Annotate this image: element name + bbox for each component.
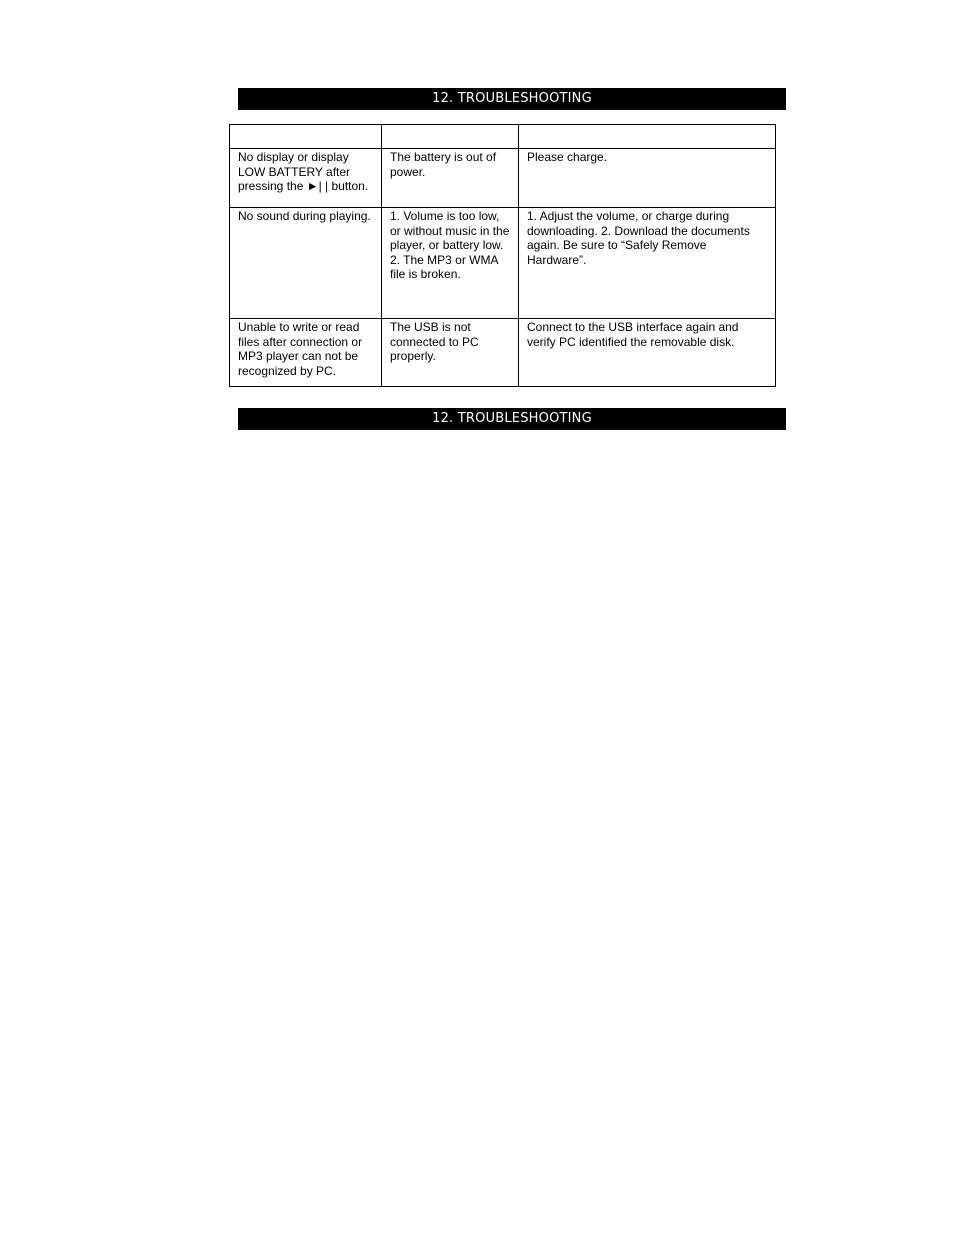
table-row [230,149,776,208]
problem-cell: No sound during playing. [230,208,382,319]
problem-cell: Unable to write or read files after connection or MP3 player can not be recognized by PC. [230,319,382,387]
section-title: 12. TROUBLESHOOTING [432,411,592,426]
troubleshooting-table [229,124,776,387]
solution-cell: 1. Adjust the volume, or charge during downloading. 2. Download the documents again. Be sure to “Safely Remove Hardware”. [519,208,776,319]
section-title: 12. TROUBLESHOOTING [432,91,592,106]
table-header-row [230,125,776,149]
section-header-troubleshooting-repeat [238,408,786,430]
header-cell-solution [519,125,776,149]
table-row [230,208,776,319]
header-cell-cause [382,125,519,149]
section-header-troubleshooting [238,88,786,110]
solution-cell: Please charge. [519,149,776,208]
cause-cell: 1. Volume is too low, or without music in the player, or battery low. 2. The MP3 or WMA file is broken. [382,208,519,319]
header-cell-problem [230,125,382,149]
problem-cell: No display or display LOW BATTERY after pressing the ►| | button. [230,149,382,208]
table-row [230,319,776,387]
solution-cell: Connect to the USB interface again and verify PC identified the removable disk. [519,319,776,387]
cause-cell: The battery is out of power. [382,149,519,208]
cause-cell: The USB is not connected to PC properly. [382,319,519,387]
